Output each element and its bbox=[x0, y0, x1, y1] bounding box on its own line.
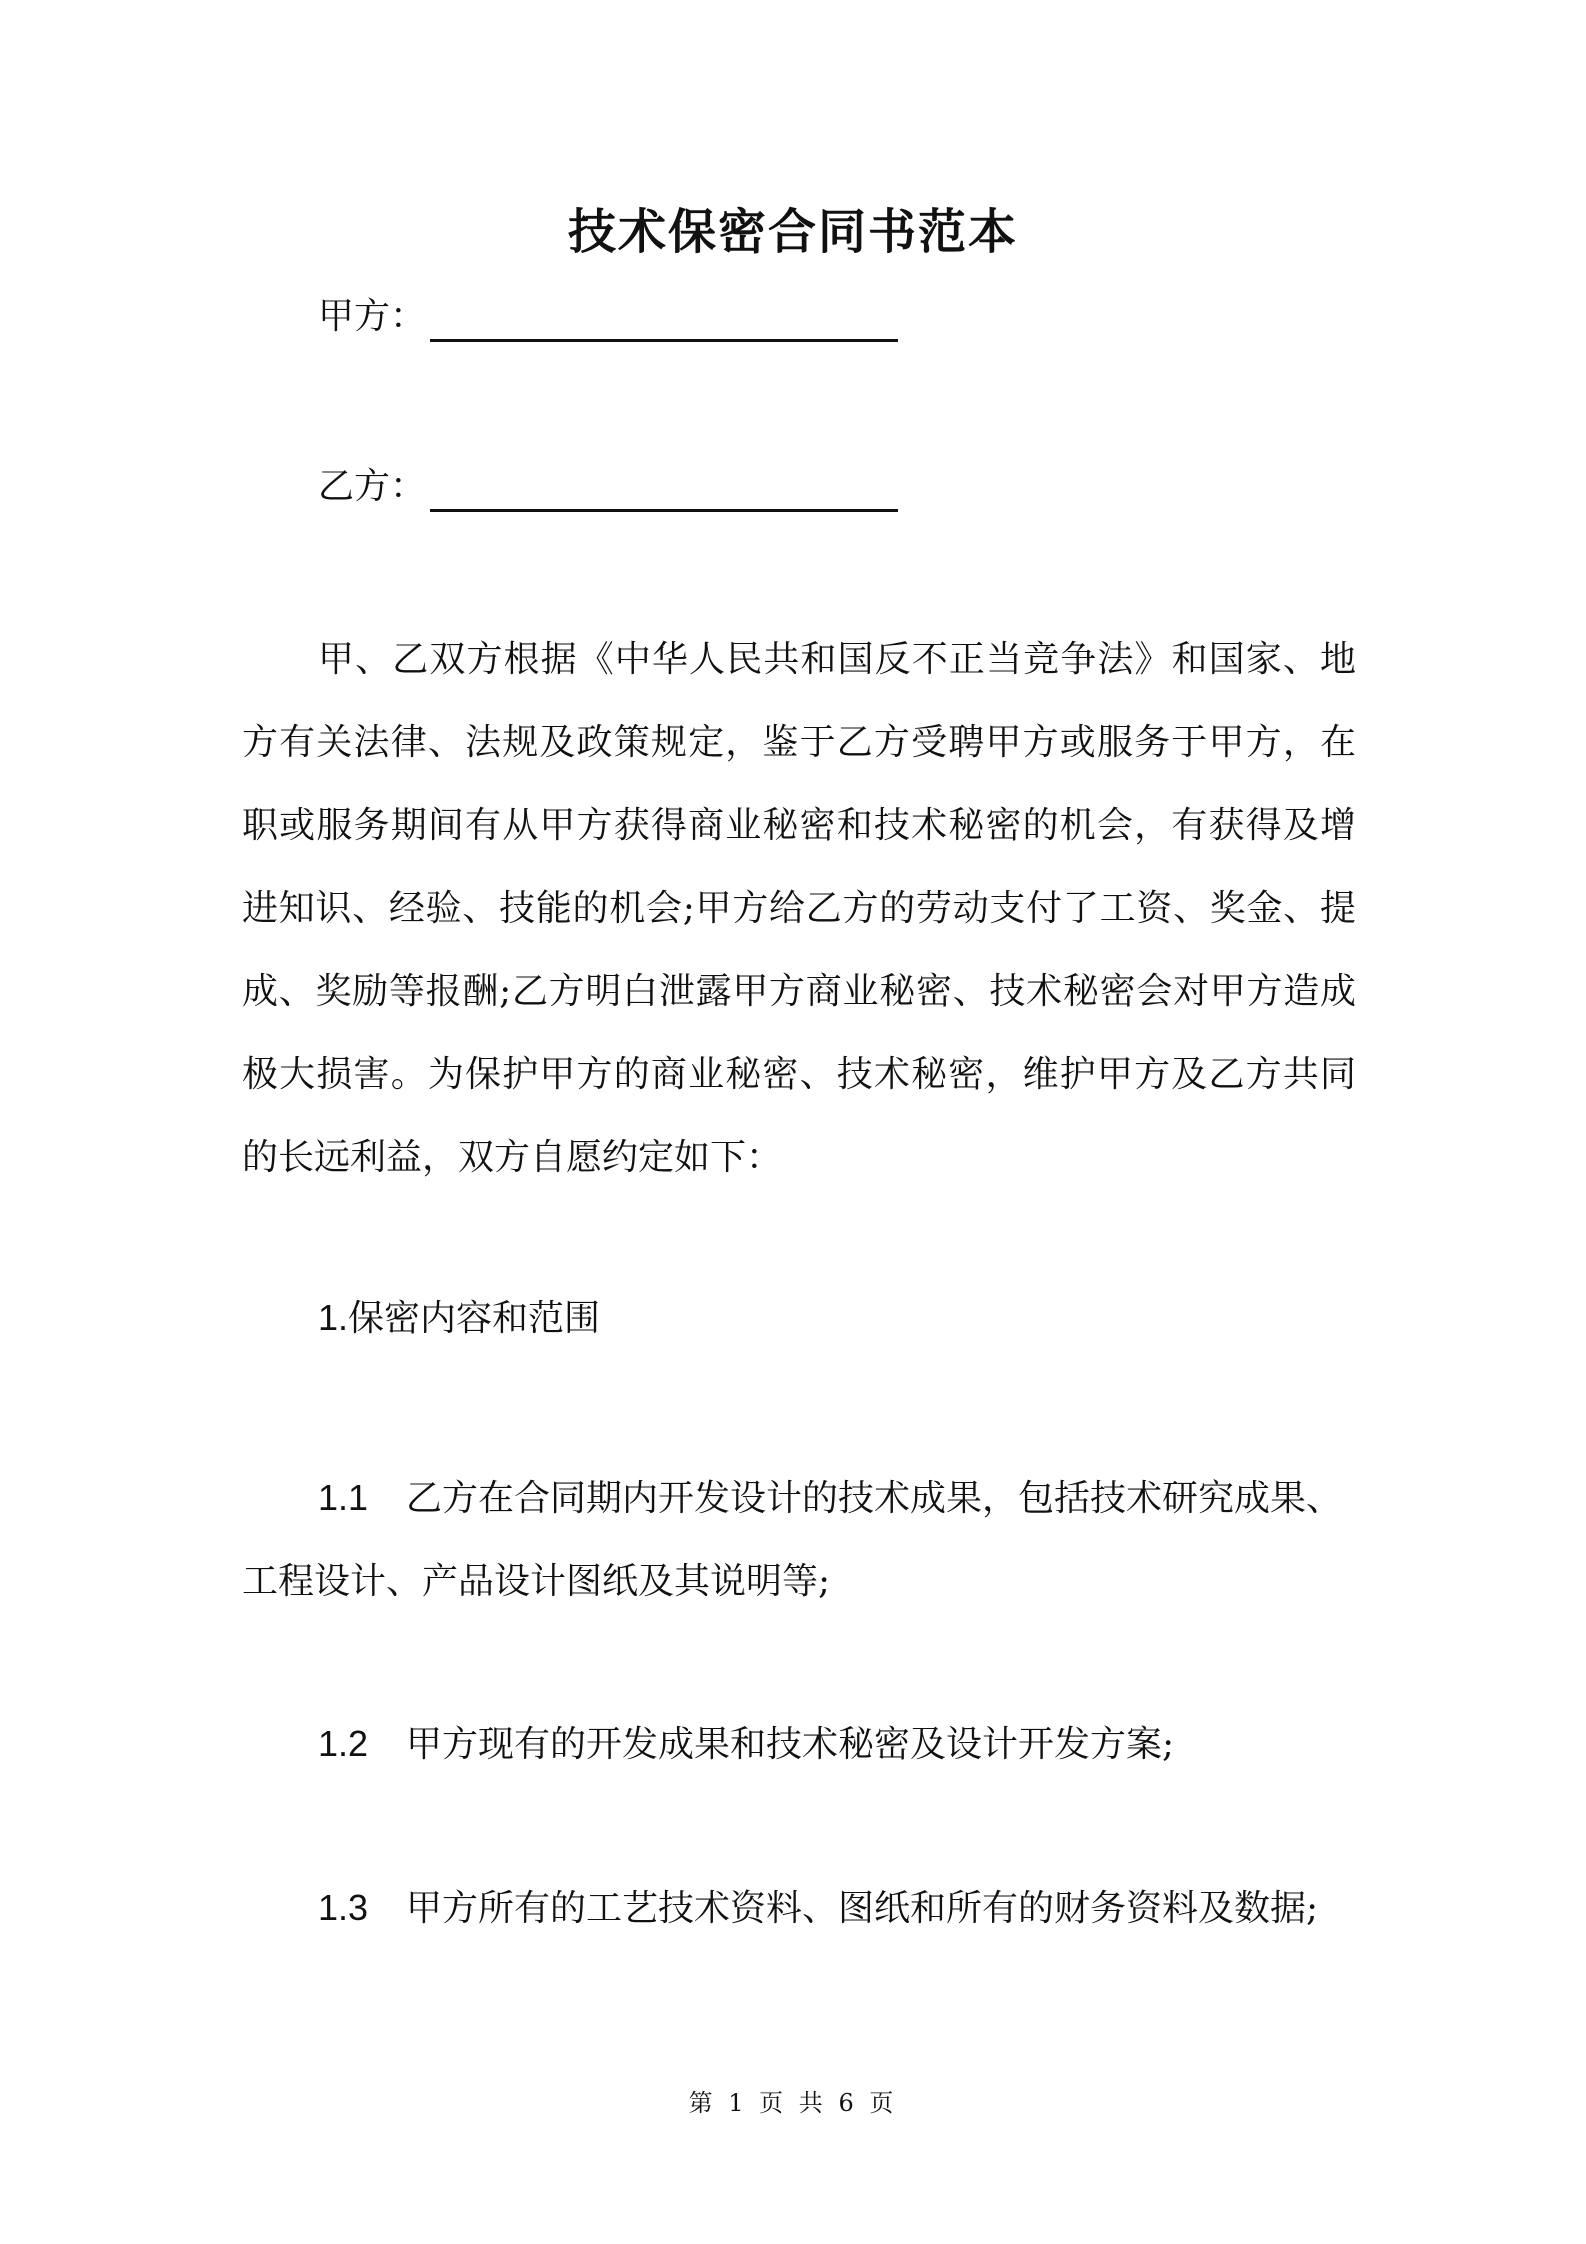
clause-1-1 bbox=[242, 1456, 1356, 1623]
party-a-blank bbox=[430, 301, 898, 342]
preamble-paragraph: 甲、乙双方根据《中华人民共和国反不正当竞争法》和国家、地方有关法律、法规及政策规定，鉴于乙方受聘甲方或服务于甲方，在职或服务期间有从甲方获得商业秘密和技术秘密的机会，有获得及增进知识、经验、技能的机会;甲方给乙方的劳动支付了工资、奖金、提成、奖励等报酬;乙方明白泄露甲方商业秘密、技术秘密会对甲方造成极大损害。为保护甲方的商业秘密、技术秘密，维护甲方及乙方共同的长远利益，双方自愿约定如下： bbox=[242, 639, 1356, 1178]
clause-text: 甲方所有的工艺技术资料、图纸和所有的财务资料及数据; bbox=[406, 1888, 1319, 1929]
page-footer: 第 1 页 共 6 页 bbox=[688, 2089, 898, 2117]
clause-number: 1.2 bbox=[318, 1723, 369, 1764]
clause-1-3 bbox=[242, 1866, 1356, 1950]
party-b-label: 乙方： bbox=[318, 466, 427, 507]
clause-text: 甲方现有的开发成果和技术秘密及设计开发方案; bbox=[406, 1724, 1175, 1765]
party-a-label: 甲方： bbox=[318, 296, 427, 337]
section-title: 保密内容和范围 bbox=[348, 1298, 601, 1339]
section-heading bbox=[318, 1288, 600, 1349]
party-b-line bbox=[318, 462, 898, 512]
party-a-line bbox=[318, 292, 898, 342]
clause-1-2 bbox=[242, 1702, 1356, 1786]
clause-text: 乙方在合同期内开发设计的技术成果，包括技术研究成果、工程设计、产品设计图纸及其说明等; bbox=[242, 1478, 1343, 1602]
document-title: 技术保密合同书范本 bbox=[567, 204, 1018, 260]
section-number: 1. bbox=[318, 1297, 349, 1338]
clause-number: 1.1 bbox=[318, 1477, 369, 1518]
party-b-blank bbox=[430, 471, 898, 512]
clause-number: 1.3 bbox=[318, 1887, 369, 1928]
